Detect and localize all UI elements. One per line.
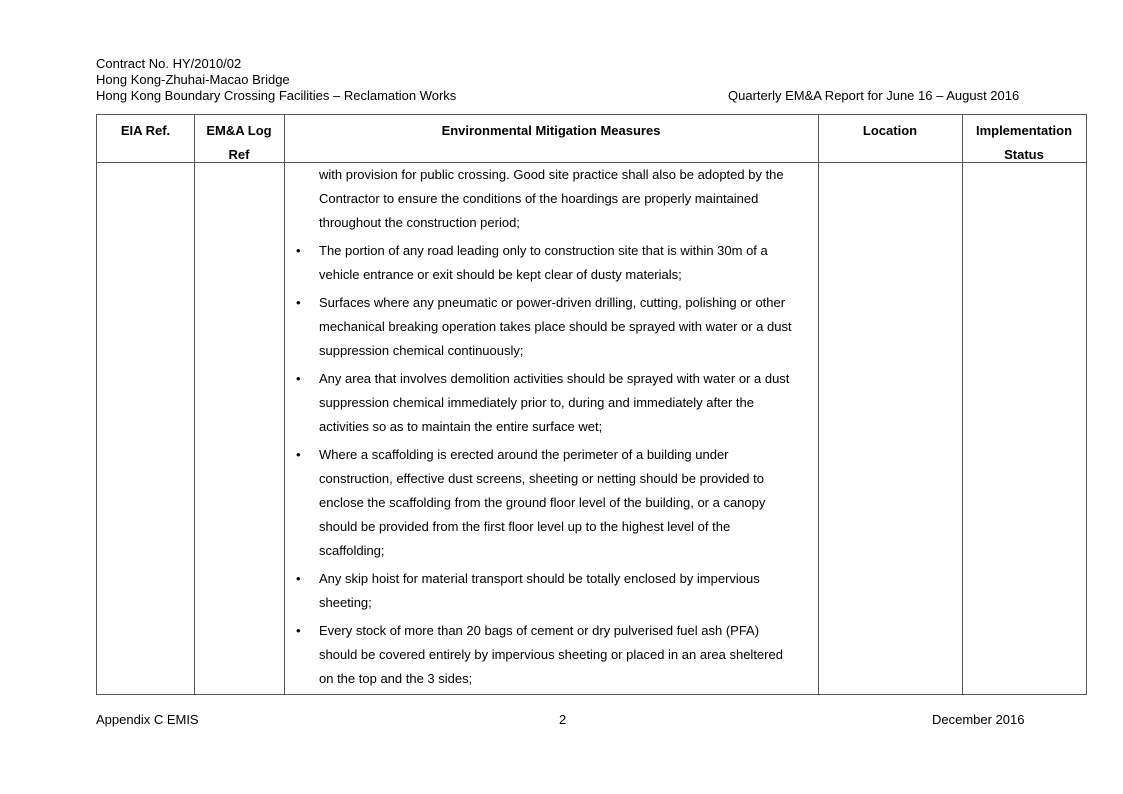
text-line: Every stock of more than 20 bags of cement or dry pulverised fuel ash (PFA): [319, 623, 760, 638]
facility-name: Hong Kong Boundary Crossing Facilities – Reclamation Works: [96, 88, 457, 103]
column-header-eia-ref: [97, 119, 194, 143]
list-item: [296, 291, 806, 363]
column-header-label: Status: [1004, 147, 1044, 162]
text-line: should be provided from the first floor level up to the highest level of the: [319, 519, 731, 534]
contract-number: Contract No. HY/2010/02: [96, 56, 242, 71]
list-item: [296, 443, 806, 563]
list-item: [296, 367, 806, 439]
footer-appendix-label: Appendix C EMIS: [96, 712, 199, 727]
column-header-implementation-status: [962, 119, 1086, 167]
footer-page-number: 2: [559, 712, 567, 727]
document-header: [96, 56, 456, 104]
text-line: enclose the scaffolding from the ground floor level of the building, or a canopy: [319, 495, 766, 510]
text-line: suppression chemical immediately prior to, during and immediately after the: [319, 395, 754, 410]
text-line: Surfaces where any pneumatic or power-driven drilling, cutting, polishing or other: [319, 295, 786, 310]
column-header-label: EM&A Log: [206, 123, 272, 138]
text-line: Where a scaffolding is erected around the perimeter of a building under: [319, 447, 729, 462]
text-line: should be covered entirely by impervious sheeting or placed in an area sheltered: [319, 647, 783, 662]
text-line: vehicle entrance or exit should be kept clear of dusty materials;: [319, 267, 682, 282]
bullet-icon: •: [296, 623, 301, 638]
column-header-ema-log-ref: [194, 119, 284, 167]
list-item: [296, 567, 806, 615]
text-line: mechanical breaking operation takes place should be sprayed with water or a dust: [319, 319, 792, 334]
text-line: Contractor to ensure the conditions of the hoardings are properly maintained: [319, 191, 759, 206]
text-line: activities so as to maintain the entire surface wet;: [319, 419, 603, 434]
bullet-icon: •: [296, 447, 301, 462]
text-line: suppression chemical continuously;: [319, 343, 524, 358]
column-header-label: Ref: [228, 147, 250, 162]
column-header-measures: [284, 119, 818, 143]
column-header-label: Environmental Mitigation Measures: [441, 123, 661, 138]
footer-date: December 2016: [932, 712, 1025, 727]
column-divider: [284, 115, 285, 694]
text-line: The portion of any road leading only to construction site that is within 30m of a: [319, 243, 768, 258]
bullet-icon: •: [296, 371, 301, 386]
column-divider: [818, 115, 819, 694]
project-name: Hong Kong-Zhuhai-Macao Bridge: [96, 72, 290, 87]
list-item: [296, 239, 806, 287]
bullet-icon: •: [296, 571, 301, 586]
text-line: throughout the construction period;: [319, 215, 520, 230]
report-title: Quarterly EM&A Report for June 16 – August 2016: [728, 88, 1020, 103]
list-item: [296, 619, 806, 691]
column-divider: [962, 115, 963, 694]
text-line: Any skip hoist for material transport should be totally enclosed by impervious: [319, 571, 760, 586]
bullet-icon: •: [296, 243, 301, 258]
text-line: scaffolding;: [319, 543, 385, 558]
bullet-icon: •: [296, 295, 301, 310]
text-line: construction, effective dust screens, sheeting or netting should be provided to: [319, 471, 764, 486]
measures-cell-content: [296, 163, 806, 695]
continuation-paragraph: [296, 163, 806, 235]
column-header-location: [818, 119, 962, 143]
text-line: on the top and the 3 sides;: [319, 671, 473, 686]
text-line: with provision for public crossing. Good site practice shall also be adopted by the: [319, 167, 784, 182]
column-divider: [194, 115, 195, 694]
column-header-label: Implementation: [975, 123, 1073, 138]
text-line: sheeting;: [319, 595, 372, 610]
column-header-label: Location: [862, 123, 918, 138]
text-line: Any area that involves demolition activities should be sprayed with water or a dust: [319, 371, 790, 386]
column-header-label: EIA Ref.: [120, 123, 171, 138]
